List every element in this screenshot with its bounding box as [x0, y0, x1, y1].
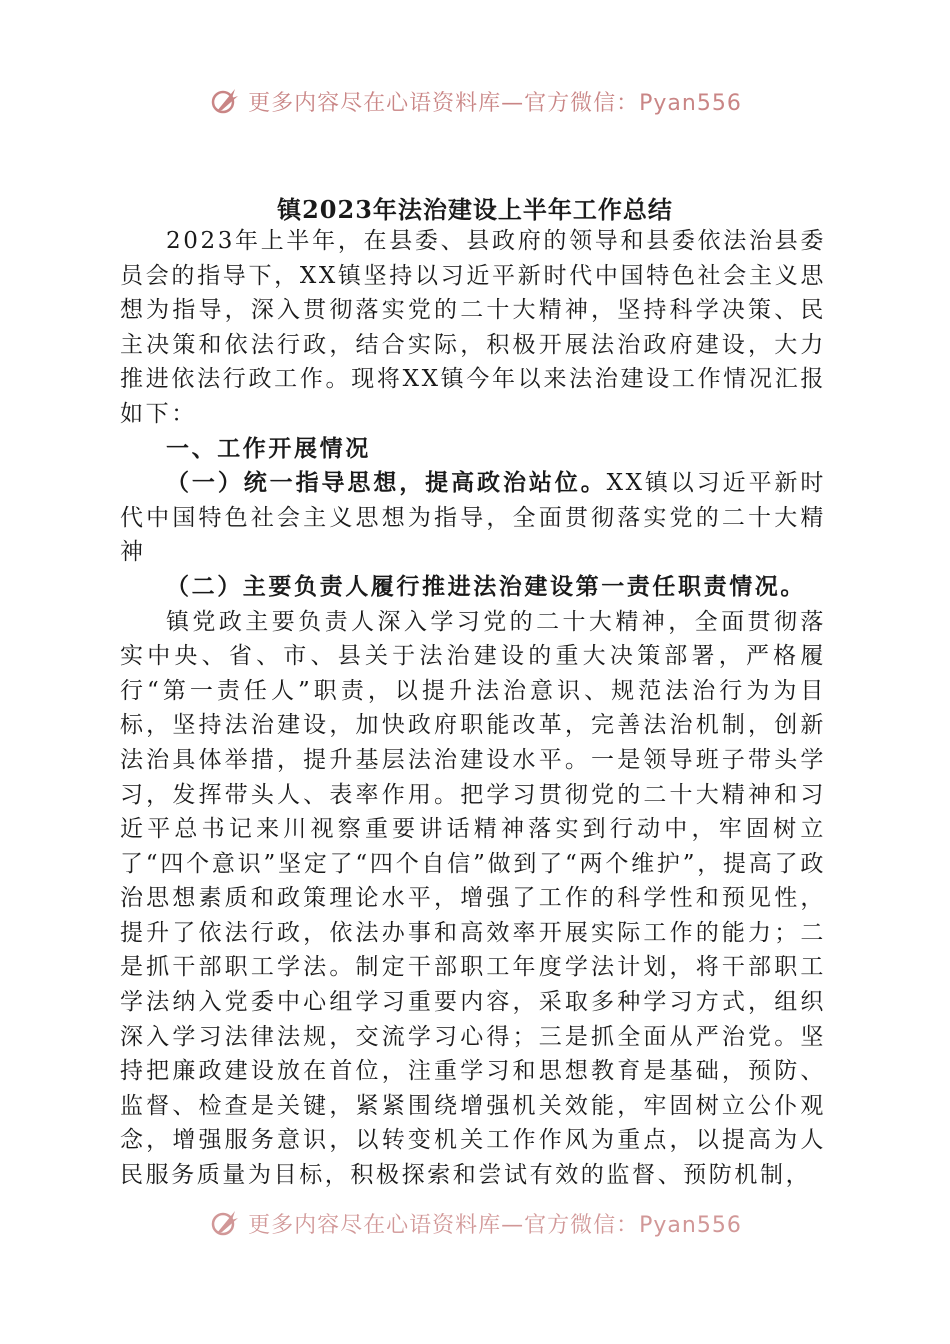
watermark-header	[0, 84, 950, 118]
watermark-footer	[0, 1206, 950, 1240]
page-title: 镇2023年法治建设上半年工作总结	[277, 195, 673, 224]
subsection-1	[120, 466, 826, 570]
subsection-1-heading: （一）统一指导思想，提高政治站位。	[166, 469, 607, 497]
document-body	[120, 224, 826, 1193]
subsection-1-text: XX镇以习近平新时代中国特色社会主义思想为指导，全面贯彻落实党的二十大精神	[120, 470, 827, 566]
quill-logo-icon	[208, 84, 242, 118]
subsection-2-heading: （二）主要负责人履行推进法治建设第一责任职责情况。	[166, 572, 806, 600]
watermark-text: 更多内容尽在心语资料库—官方微信：Pyan556	[248, 1212, 742, 1238]
quill-logo-icon	[208, 1206, 242, 1240]
section-heading-1: 一、工作开展情况	[166, 434, 371, 462]
watermark-text: 更多内容尽在心语资料库—官方微信：Pyan556	[248, 90, 742, 116]
intro-paragraph: 2023年上半年，在县委、县政府的领导和县委依法治县委员会的指导下，XX镇坚持以习近平新时代中国特色社会主义思想为指导，深入贯彻落实党的二十大精神，坚持科学决策、民主决策和依法行政，结合实际，积极开展法治政府建设，大力推进依法行政工作。现将XX镇今年以来法治建设工作情况汇报如下：	[120, 228, 826, 427]
subsection-2-text: 镇党政主要负责人深入学习党的二十大精神，全面贯彻落实中央、省、市、县关于法治建设的重大决策部署，严格履行“第一责任人”职责，以提升法治意识、规范法治行为为目标，坚持法治建设，加快政府职能改革，完善法治机制，创新法治具体举措，提升基层法治建设水平。一是领导班子带头学习，发挥带头人、表率作用。把学习贯彻党的二十大精神和习近平总书记来川视察重要讲话精神落实到行动中，牢固树立了“四个意识”坚定了“四个自信”做到了“两个维护”，提高了政治思想素质和政策理论水平，增强了工作的科学性和预见性，提升了依法行政，依法办事和高效率开展实际工作的能力；二是抓干部职工学法。制定干部职工年度学法计划，将干部职工学法纳入党委中心组学习重要内容，采取多种学习方式，组织深入学习法律法规，交流学习心得；三是抓全面从严治党。坚持把廉政建设放在首位，注重学习和思想教育是基础，预防、监督、检查是关键，紧紧围绕增强机关效能，牢固树立公仆观念，增强服务意识，以转变机关工作作风为重点，以提高为人民服务质量为目标，积极探索和尝试有效的监督、预防机制，	[120, 608, 826, 1189]
